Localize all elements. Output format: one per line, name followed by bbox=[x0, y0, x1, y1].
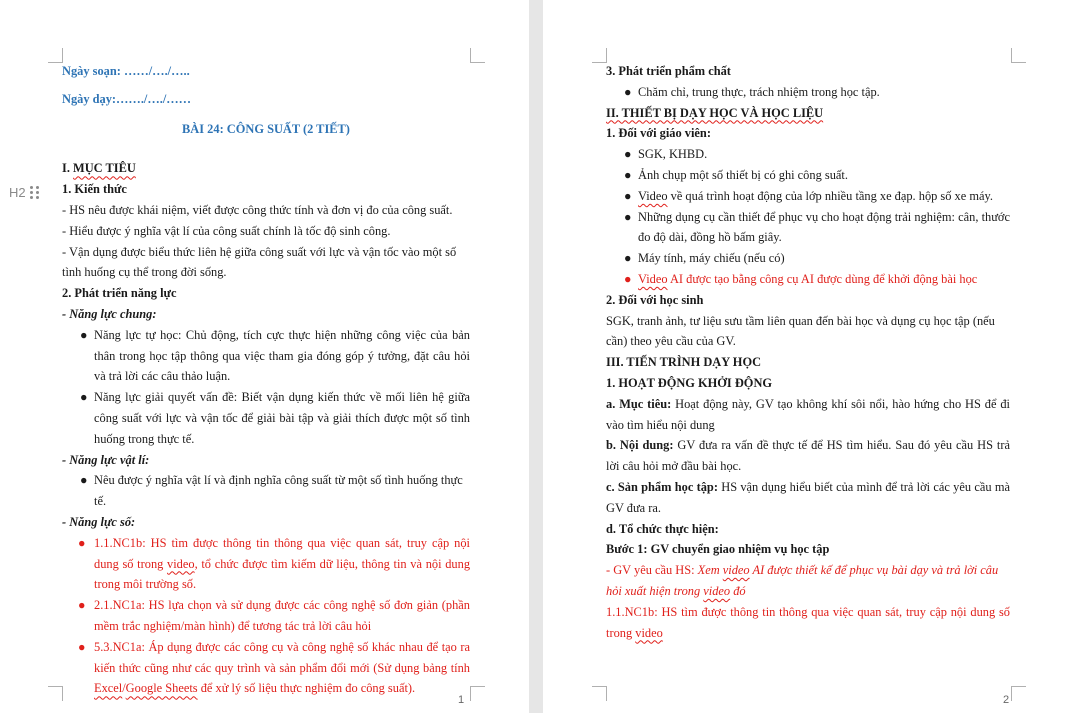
subheading-qualities[interactable]: 3. Phát triển phẩm chất bbox=[606, 64, 731, 78]
bullet-icon: ● bbox=[624, 84, 632, 99]
list-item[interactable]: ● Những dụng cụ cần thiết để phục vụ cho hoạt động trải nghiệm: cân, thước đo độ dài, đồng hồ bấm giây. bbox=[606, 207, 1010, 249]
document-page-2 bbox=[543, 0, 1071, 713]
knowledge-line-1[interactable]: - HS nêu được khái niệm, viết được công thức tính và đơn vị đo của công suất. bbox=[62, 202, 453, 217]
bullet-icon: ● bbox=[624, 147, 632, 162]
margin-corner-top-left bbox=[48, 48, 63, 63]
bullet-icon: ● bbox=[624, 251, 632, 266]
general-competence-label[interactable]: - Năng lực chung: bbox=[62, 306, 157, 321]
subheading-teacher[interactable]: 1. Đối với giáo viên: bbox=[606, 126, 711, 141]
list-item[interactable]: ● Video AI được tạo bằng công cụ AI được dùng để khởi động bài học bbox=[606, 269, 1010, 290]
subheading-competence[interactable]: 2. Phát triển năng lực bbox=[62, 286, 177, 301]
content-paragraph[interactable]: b. Nội dung: GV đưa ra vấn đề thực tế để HS tìm hiểu. Sau đó yêu cầu HS trả lời câu hỏi mở đầu bài học. bbox=[606, 438, 1010, 474]
section-heading-process[interactable]: III. TIẾN TRÌNH DẠY HỌC bbox=[606, 355, 762, 370]
margin-corner-bottom-left bbox=[48, 686, 63, 701]
document-page-1 bbox=[0, 0, 529, 713]
list-item[interactable]: ● Video về quá trình hoạt động của lớp nhiều tầng xe đạp. hộp số xe máy. bbox=[606, 186, 1010, 207]
list-item[interactable]: ● Máy tính, máy chiếu (nếu có) bbox=[606, 248, 1010, 269]
bullet-icon: ● bbox=[80, 390, 88, 405]
page-2-text[interactable] bbox=[606, 0, 1010, 643]
knowledge-line-2[interactable]: - Hiểu được ý nghĩa vật lí của công suất chính là tốc độ sinh công. bbox=[62, 223, 391, 238]
knowledge-line-3[interactable]: - Vận dụng được biểu thức liên hệ giữa công suất với lực và vận tốc vào một số tình huống cụ thể trong đời sống. bbox=[62, 244, 457, 280]
section-heading-objectives[interactable]: I. MỤC TIÊU bbox=[62, 161, 136, 176]
bullet-icon: ● bbox=[624, 167, 632, 182]
student-materials[interactable]: SGK, tranh ảnh, tư liệu sưu tầm liên quan đến bài học và dụng cụ học tập (nếu cần) theo yêu cầu của GV. bbox=[606, 313, 995, 349]
list-item[interactable]: ● Năng lực tự học: Chủ động, tích cực thực hiện những công việc của bản thân trong học tập thông qua việc tham gia đóng góp ý tưởng, đặt câu hỏi và trả lời các câu thảo luận. bbox=[62, 325, 470, 387]
margin-corner-bottom-right bbox=[470, 686, 485, 701]
goal-paragraph[interactable]: a. Mục tiêu: Hoạt động này, GV tạo không khí sôi nổi, hào hứng cho HS để đi vào tìm hiểu nội dung bbox=[606, 396, 1010, 432]
list-item[interactable]: ● 1.1.NC1b: HS tìm được thông tin thông qua việc quan sát, truy cập nội dung số trong video, tổ chức được tìm kiếm dữ liệu, thông tin và nội dung trong môi trường số. bbox=[62, 533, 470, 595]
bullet-icon: ● bbox=[78, 598, 86, 613]
page-1-text[interactable] bbox=[62, 0, 470, 699]
bullet-icon: ● bbox=[80, 473, 88, 488]
list-item[interactable]: ● Ảnh chụp một số thiết bị có ghi công suất. bbox=[606, 165, 1010, 186]
list-item[interactable]: ● 2.1.NC1a: HS lựa chọn và sử dụng được các công nghệ số đơn giản (phần mềm trắc nghiệm/màn hình) để tương tác trả lời câu hỏi bbox=[62, 595, 470, 637]
bullet-icon: ● bbox=[78, 639, 86, 654]
margin-corner-bottom-right bbox=[1011, 686, 1026, 701]
margin-corner-top-right bbox=[1011, 48, 1026, 63]
margin-corner-top-right bbox=[470, 48, 485, 63]
digital-competence-label[interactable]: - Năng lực số: bbox=[62, 514, 136, 529]
page-number: 1 bbox=[458, 694, 465, 706]
margin-corner-bottom-left bbox=[592, 686, 607, 701]
bullet-icon: ● bbox=[80, 327, 88, 342]
bullet-icon: ● bbox=[624, 188, 632, 203]
list-item[interactable]: ● Nêu được ý nghĩa vật lí và định nghĩa công suất từ một số tình huống thực tế. bbox=[62, 470, 470, 512]
margin-corner-top-left bbox=[592, 48, 607, 63]
bullet-icon: ● bbox=[624, 209, 632, 224]
bullet-icon: ● bbox=[624, 271, 632, 286]
teach-date[interactable]: Ngày dạy:……./…./…… bbox=[62, 91, 192, 106]
list-item[interactable]: ● 5.3.NC1a: Áp dụng được các công cụ và công nghệ số khác nhau để tạo ra kiến thức cũng như các quy trình và sản phẩm đổi mới (Sử dụng bảng tính Excel/Google Sheets để xử lý số liệu thực nghiệm đo công suất). bbox=[62, 637, 470, 699]
drag-handle-icon[interactable] bbox=[30, 185, 40, 201]
subheading-warmup[interactable]: 1. HOẠT ĐỘNG KHỞI ĐỘNG bbox=[606, 375, 773, 390]
section-heading-equipment[interactable]: II. THIẾT BỊ DẠY HỌC VÀ HỌC LIỆU bbox=[606, 105, 824, 120]
organization-label[interactable]: d. Tổ chức thực hiện: bbox=[606, 521, 719, 536]
digital-competence-note[interactable]: 1.1.NC1b: HS tìm được thông tin thông qua việc quan sát, truy cập nội dung số trong video bbox=[606, 604, 1010, 640]
list-item[interactable]: ● Chăm chỉ, trung thực, trách nhiệm trong học tập. bbox=[606, 82, 1010, 103]
subheading-knowledge[interactable]: 1. Kiến thức bbox=[62, 182, 127, 197]
bullet-icon: ● bbox=[78, 535, 86, 550]
heading-style-marker[interactable]: H2 bbox=[9, 185, 26, 200]
product-paragraph[interactable]: c. Sản phẩm học tập: HS vận dụng hiểu biết của mình để trả lời các yêu cầu mà GV đưa ra. bbox=[606, 479, 1010, 515]
lesson-title[interactable]: BÀI 24: CÔNG SUẤT (2 TIẾT) bbox=[182, 121, 350, 136]
page-number: 2 bbox=[1003, 694, 1010, 706]
physics-competence-label[interactable]: - Năng lực vật lí: bbox=[62, 452, 150, 467]
prep-date[interactable]: Ngày soạn: ……/…./….. bbox=[62, 64, 190, 78]
step-1-heading[interactable]: Bước 1: GV chuyển giao nhiệm vụ học tập bbox=[606, 542, 830, 557]
list-item[interactable]: ● Năng lực giải quyết vấn đề: Biết vận dụng kiến thức về mối liên hệ giữa công suất với lực và vận tốc để giải bài tập và giải thích được một số tình huống trong thực tế. bbox=[62, 387, 470, 449]
list-item[interactable]: ● SGK, KHBD. bbox=[606, 144, 1010, 165]
teacher-request[interactable]: - GV yêu cầu HS: Xem video AI được thiết kế để phục vụ bài dạy và trả lời câu hỏi xuất hiện trong video đó bbox=[606, 563, 999, 598]
subheading-student[interactable]: 2. Đối với học sinh bbox=[606, 292, 704, 307]
